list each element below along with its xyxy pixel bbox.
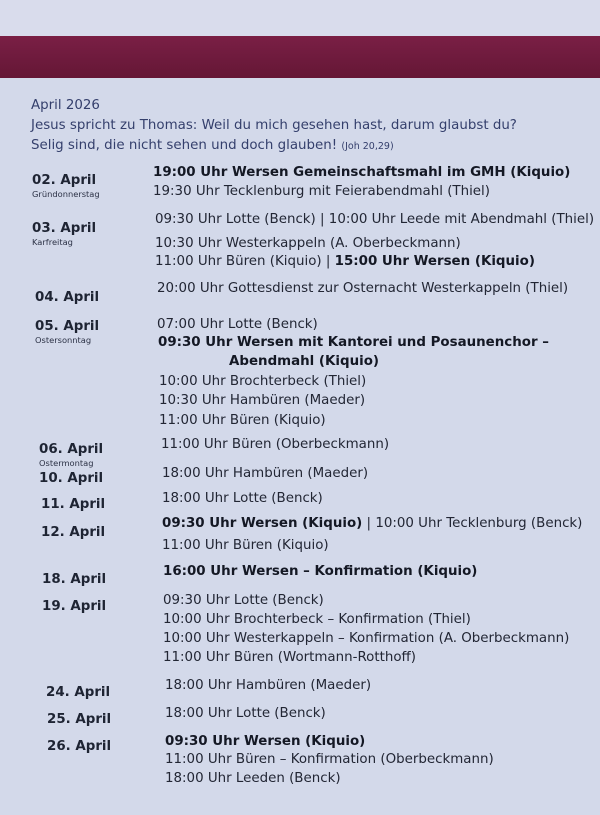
- service-line: 18:00 Uhr Lotte (Benck): [165, 706, 326, 721]
- service-line: 11:00 Uhr Büren (Oberbeckmann): [161, 437, 390, 452]
- service-line: 09:30 Uhr Lotte (Benck): [163, 593, 324, 608]
- day-date: 12. April: [41, 525, 106, 540]
- day-26: [47, 739, 111, 755]
- day-subtitle: Gründonnerstag: [32, 189, 100, 199]
- day-06: [39, 442, 103, 468]
- service-highlight: 09:30 Uhr Wersen (Kiquio): [165, 734, 366, 749]
- service-line: 07:00 Uhr Lotte (Benck): [157, 317, 318, 332]
- service-highlight: 09:30 Uhr Wersen (Kiquio): [162, 516, 363, 531]
- day-date: 03. April: [32, 221, 97, 236]
- service-highlight: 15:00 Uhr Wersen (Kiquio): [334, 254, 535, 269]
- verse-reference: (Joh 20,29): [341, 141, 394, 152]
- verse-line-1: Jesus spricht zu Thomas: Weil du mich gesehen hast, darum glaubst du?: [31, 118, 517, 133]
- service-line: 18:00 Uhr Hambüren (Maeder): [165, 678, 372, 693]
- day-18: [42, 572, 106, 588]
- service-line: 11:00 Uhr Büren (Kiquio): [162, 538, 329, 553]
- service-highlight: 09:30 Uhr Wersen mit Kantorei und Posaunenchor –: [158, 335, 549, 350]
- day-date: 26. April: [47, 739, 112, 754]
- service-line: 19:30 Uhr Tecklenburg mit Feierabendmahl (Thiel): [153, 184, 490, 199]
- day-25: [47, 712, 111, 728]
- service-highlight: 19:00 Uhr Wersen Gemeinschaftsmahl im GMH (Kiquio): [153, 165, 571, 180]
- service-line: 18:00 Uhr Hambüren (Maeder): [162, 466, 369, 481]
- day-date: 25. April: [47, 712, 112, 727]
- day-subtitle: Karfreitag: [32, 237, 73, 247]
- month-heading: April 2026: [31, 98, 100, 113]
- day-24: [46, 685, 110, 701]
- service-line: 09:30 Uhr Lotte (Benck) | 10:00 Uhr Leede mit Abendmahl (Thiel): [155, 212, 595, 227]
- service-line: 11:00 Uhr Büren (Wortmann-Rotthoff): [163, 650, 416, 665]
- service-text: 11:00 Uhr Büren (Kiquio) |: [155, 254, 335, 269]
- day-03: [32, 221, 96, 247]
- day-subtitle: Ostersonntag: [35, 335, 92, 345]
- service-highlight: Abendmahl (Kiquio): [229, 354, 380, 369]
- service-line: 18:00 Uhr Leeden (Benck): [165, 771, 341, 786]
- day-subtitle: Ostermontag: [39, 458, 94, 468]
- service-line: 11:00 Uhr Büren (Kiquio): [159, 413, 326, 428]
- service-line: [163, 563, 477, 581]
- service-highlight: 16:00 Uhr Wersen – Konfirmation (Kiquio): [163, 564, 478, 579]
- service-line: 10:00 Uhr Westerkappeln – Konfirmation (A. Oberbeckmann): [163, 631, 570, 646]
- service-line: 10:00 Uhr Brochterbeck – Konfirmation (Thiel): [163, 612, 471, 627]
- service-text: | 10:00 Uhr Tecklenburg (Benck): [362, 516, 583, 531]
- verse-line-2-text: Selig sind, die nicht sehen und doch glauben!: [31, 138, 338, 153]
- day-date: 04. April: [35, 290, 100, 305]
- day-date: 02. April: [32, 173, 97, 188]
- service-line: 11:00 Uhr Büren – Konfirmation (Oberbeckmann): [165, 752, 494, 767]
- service-line: 10:30 Uhr Westerkappeln (A. Oberbeckmann): [155, 236, 461, 251]
- day-date: 19. April: [42, 599, 107, 614]
- day-date: 24. April: [46, 685, 111, 700]
- top-strip: [0, 0, 600, 36]
- service-line: 10:30 Uhr Hambüren (Maeder): [159, 393, 366, 408]
- header-banner: [0, 36, 600, 78]
- day-12: [41, 525, 105, 541]
- day-date: 18. April: [42, 572, 107, 587]
- service-line: [153, 164, 570, 182]
- day-date: 11. April: [41, 497, 106, 512]
- service-line: 10:00 Uhr Brochterbeck (Thiel): [159, 374, 367, 389]
- service-line: [165, 733, 365, 751]
- day-11: [41, 497, 105, 513]
- day-date: 06. April: [39, 442, 104, 457]
- service-line: [158, 334, 549, 352]
- day-date: 05. April: [35, 319, 100, 334]
- day-05: [35, 319, 99, 345]
- day-date: 10. April: [39, 471, 104, 486]
- service-line: 18:00 Uhr Lotte (Benck): [162, 491, 323, 506]
- day-19: [42, 599, 106, 615]
- day-02: [32, 173, 100, 199]
- service-line: 20:00 Uhr Gottesdienst zur Osternacht Westerkappeln (Thiel): [157, 281, 569, 296]
- service-line: [229, 353, 379, 371]
- service-line: [155, 253, 535, 271]
- day-10: [39, 471, 103, 487]
- verse-line-2: [31, 136, 394, 156]
- service-line: [162, 515, 582, 533]
- day-04: [35, 290, 99, 306]
